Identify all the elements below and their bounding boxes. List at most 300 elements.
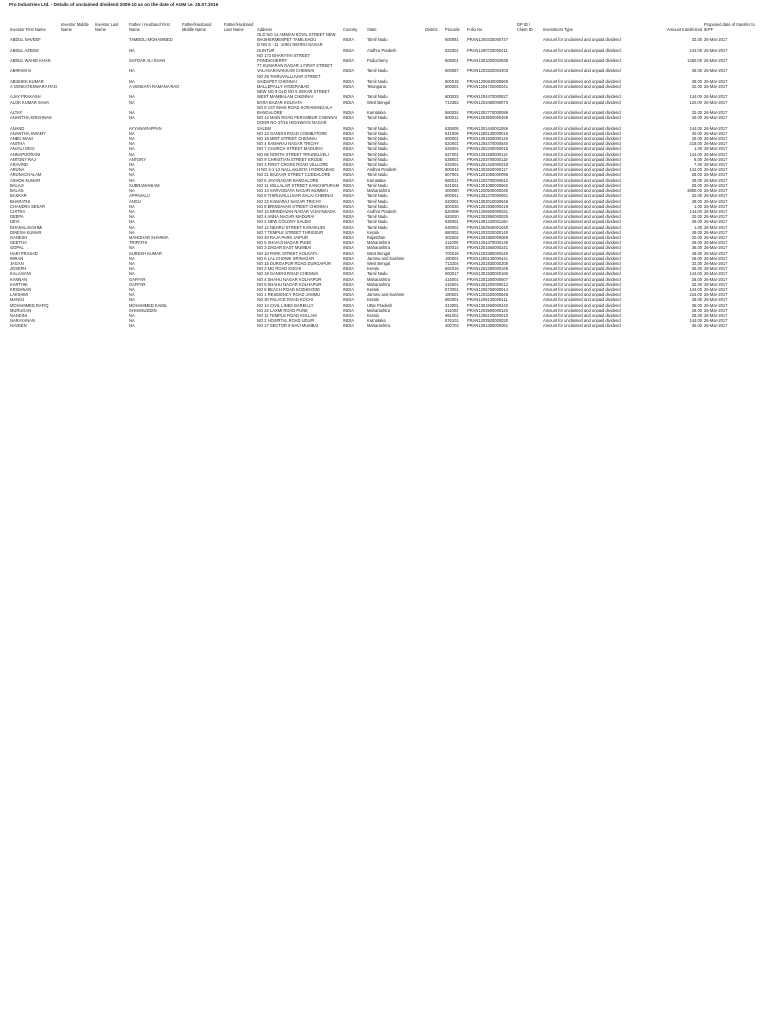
iepf-date-cell: 26-Mar-2017: [704, 214, 728, 220]
investor-middle-name-cell: [60, 89, 94, 99]
investor-first-name-cell: ANANTHA KRISHNAN: [10, 115, 52, 121]
country-cell: INDIA: [343, 292, 354, 298]
address-cell: NO 7 TEMPLE STREET THRISSUR: [257, 229, 324, 235]
investor-first-name-cell: ANTONY RAJ: [10, 156, 36, 162]
district-cell: [424, 120, 444, 130]
amount-cell: 1.00: [694, 224, 702, 230]
country-cell: INDIA: [343, 297, 354, 303]
state-cell: Tamil Nadu: [367, 130, 388, 136]
folio-cell: PRAN1301000002939: [467, 58, 508, 64]
amount-cell: 144.00: [689, 125, 702, 131]
investor-middle-name-cell: [60, 42, 94, 52]
address-cell: NO 9 CHRISTIAN STREET ERODE: [257, 156, 323, 162]
folio-cell: PRAN1203320004403: [467, 68, 508, 74]
pincode-cell: 522001: [445, 47, 459, 53]
unclaimed-dividend-table: [9, 14, 761, 329]
father-name-cell: NA: [129, 78, 135, 84]
state-cell: Tamil Nadu: [367, 224, 388, 230]
country-cell: INDIA: [343, 318, 354, 324]
amount-cell: 216.00: [689, 292, 702, 298]
folio-cell: PRAN1202290000169: [467, 266, 508, 272]
country-cell: INDIA: [343, 136, 354, 142]
iepf-date-cell: 26-Mar-2017: [704, 58, 728, 64]
column-header: District: [425, 26, 438, 32]
father-name-cell: NA: [129, 297, 135, 303]
pincode-cell: 625020: [445, 214, 459, 220]
address-cell: NO 2 MG ROAD KOCHI: [257, 266, 302, 272]
father-last-name-cell: [223, 120, 256, 130]
investment-type-cell: Amount for unclaimed and unpaid dividend: [543, 198, 621, 204]
investor-last-name-cell: [94, 89, 128, 99]
amount-cell: 144.00: [689, 167, 702, 173]
iepf-date-cell: 26-Mar-2017: [704, 198, 728, 204]
investor-first-name-cell: NANDINI: [10, 312, 27, 318]
iepf-date-cell: 26-Mar-2017: [704, 302, 728, 308]
amount-cell: 2880.00: [687, 188, 702, 194]
state-cell: West Bengal: [367, 260, 391, 266]
folio-cell: PRAN1301420000318: [467, 162, 508, 168]
folio-cell: PRAN1206130000441: [467, 255, 508, 261]
investment-type-cell: Amount for unclaimed and unpaid dividend: [543, 260, 621, 266]
dp-client-id-cell: [516, 53, 542, 63]
folio-cell: PRAN1204470000827: [467, 94, 508, 100]
folio-cell: PRAN1301490000061: [467, 323, 508, 329]
country-cell: INDIA: [343, 198, 354, 204]
amount-cell: 36.00: [691, 68, 702, 74]
pincode-cell: 600081: [445, 37, 459, 43]
table-row: [9, 120, 761, 130]
pincode-cell: 627001: [445, 151, 459, 157]
state-cell: Tamil Nadu: [367, 182, 388, 188]
folio-cell: PRAN1302010000948: [467, 198, 508, 204]
address-cell: H NO 2-1-12 NALLAKUNTA HYDERABAD: [257, 167, 335, 173]
country-cell: INDIA: [343, 240, 354, 246]
folio-cell: PRAN1205760000014: [467, 286, 508, 292]
state-cell: West Bengal: [367, 250, 391, 256]
column-header: Address: [257, 26, 273, 32]
folio-cell: PRAN1206500000031: [467, 208, 508, 214]
pincode-cell: 411005: [445, 240, 459, 246]
district-cell: [424, 89, 444, 99]
investment-type-cell: Amount for unclaimed and unpaid dividend: [543, 229, 621, 235]
country-cell: INDIA: [343, 68, 354, 74]
iepf-date-cell: 26-Mar-2017: [704, 177, 728, 183]
column-header: Investor Middle Name: [61, 21, 89, 32]
country-cell: INDIA: [343, 37, 354, 43]
address-cell: NO 4 SHAHU NAGAR KOLHAPUR: [257, 276, 322, 282]
pincode-cell: 607001: [445, 172, 459, 178]
pincode-cell: 605001: [445, 58, 459, 64]
father-middle-name-cell: [181, 42, 223, 52]
pincode-cell: 576101: [445, 318, 459, 324]
table-row: [9, 53, 761, 63]
state-cell: Maharashtra: [367, 245, 390, 251]
folio-cell: PRAN1203700000119: [467, 156, 508, 162]
investment-type-cell: Amount for unclaimed and unpaid dividend: [543, 234, 621, 240]
district-cell: [424, 42, 444, 52]
investment-type-cell: Amount for unclaimed and unpaid dividend: [543, 188, 621, 194]
father-name-cell: NA: [129, 99, 135, 105]
investment-type-cell: Amount for unclaimed and unpaid dividend: [543, 245, 621, 251]
investment-type-cell: Amount for unclaimed and unpaid dividend: [543, 146, 621, 152]
column-header: Father/Husband Last Name: [224, 21, 254, 32]
father-middle-name-cell: [181, 120, 223, 130]
country-cell: INDIA: [343, 84, 354, 90]
investor-first-name-cell: MURUGAN: [10, 307, 32, 313]
investor-first-name-cell: CHITRA: [10, 208, 26, 214]
investor-first-name-cell: IMRAN: [10, 255, 24, 261]
country-cell: INDIA: [343, 234, 354, 240]
father-name-cell: NA: [129, 172, 135, 178]
investor-first-name-cell: BALAJI: [10, 182, 24, 188]
iepf-date-cell: 26-Mar-2017: [704, 47, 728, 53]
address-cell: NO 10 PARK STREET KOLKATA: [257, 250, 318, 256]
father-name-cell: NA: [129, 219, 135, 225]
country-cell: INDIA: [343, 115, 354, 121]
father-name-cell: TRIPATHI: [129, 240, 148, 246]
folio-cell: PRAN1301200000607: [467, 276, 508, 282]
father-name-cell: NA: [129, 245, 135, 251]
address-cell: NO 16 BRINDAVAN NAGAR VIJAYAWADA: [257, 208, 336, 214]
father-last-name-cell: [223, 42, 256, 52]
iepf-date-cell: 26-Mar-2017: [704, 188, 728, 194]
pincode-cell: 600026: [445, 203, 459, 209]
iepf-date-cell: 26-Mar-2017: [704, 156, 728, 162]
country-cell: INDIA: [343, 229, 354, 235]
investor-first-name-cell: AJAY PRAKASH: [10, 94, 41, 100]
country-cell: INDIA: [343, 312, 354, 318]
state-cell: Tamil Nadu: [367, 141, 388, 147]
address-cell: NO 1 RESIDENCY ROAD JAMMU: [257, 292, 321, 298]
investor-first-name-cell: ANNAPOORANI: [10, 151, 41, 157]
investor-first-name-cell: A VENKATESWARA RAO: [10, 84, 58, 90]
investor-first-name-cell: ABIRAMI N: [10, 68, 31, 74]
amount-cell: 28.00: [691, 219, 702, 225]
investor-first-name-cell: ARUNACHALAM: [10, 172, 42, 178]
investor-first-name-cell: DEEPA: [10, 214, 24, 220]
pincode-cell: 560011: [445, 177, 459, 183]
address-cell: NO 4 ANNA NAGAR MADURAI: [257, 214, 315, 220]
father-middle-name-cell: [181, 32, 223, 42]
investment-type-cell: Amount for unclaimed and unpaid dividend: [543, 281, 621, 287]
investment-type-cell: Amount for unclaimed and unpaid dividend: [543, 214, 621, 220]
father-last-name-cell: [223, 89, 256, 99]
investor-first-name-cell: ANAND: [10, 125, 25, 131]
state-cell: Maharashtra: [367, 240, 390, 246]
pincode-cell: 641006: [445, 130, 459, 136]
state-cell: Karnataka: [367, 318, 386, 324]
father-name-cell: NA: [129, 229, 135, 235]
address-cell: NO 2 NEW COLONY SALEM: [257, 219, 311, 225]
investment-type-cell: Amount for unclaimed and unpaid dividend: [543, 276, 621, 282]
state-cell: Tamil Nadu: [367, 94, 388, 100]
table-row: [9, 323, 761, 328]
investor-first-name-cell: GANESH: [10, 234, 28, 240]
folio-cell: PRAN1203900000120: [467, 307, 508, 313]
amount-cell: 32.00: [691, 234, 702, 240]
state-cell: Kerala: [367, 266, 379, 272]
investment-type-cell: Amount for unclaimed and unpaid dividend: [543, 323, 621, 329]
amount-cell: 32.00: [691, 110, 702, 116]
investor-middle-name-cell: [60, 105, 94, 115]
investment-type-cell: Amount for unclaimed and unpaid dividend: [543, 151, 621, 157]
address-cell: NO 14 SARVODAYA NAGAR MUMBAI: [257, 188, 328, 194]
amount-cell: 28.00: [691, 312, 702, 318]
iepf-date-cell: 26-Mar-2017: [704, 255, 728, 261]
country-cell: INDIA: [343, 151, 354, 157]
folio-cell: PRAN1200720000411: [467, 47, 508, 53]
iepf-date-cell: 26-Mar-2017: [704, 151, 728, 157]
dp-client-id-cell: [516, 63, 542, 73]
pincode-cell: 180001: [445, 292, 459, 298]
folio-cell: PRAN1302340000015: [467, 146, 508, 152]
investment-type-cell: Amount for unclaimed and unpaid dividend: [543, 110, 621, 116]
investor-last-name-cell: [94, 32, 128, 42]
folio-cell: PRAN1203700000612: [467, 177, 508, 183]
table-body: [9, 32, 761, 329]
iepf-date-cell: 26-Mar-2017: [704, 229, 728, 235]
father-middle-name-cell: [181, 323, 223, 328]
address-cell: NO 4 KAMARAJ NAGAR TRICHY: [257, 141, 320, 147]
amount-cell: 144.00: [689, 151, 702, 157]
amount-cell: 36.00: [691, 323, 702, 329]
address-cell: NO 22 KAMARAJ NAGAR TRICHY: [257, 198, 322, 204]
folio-cell: PRAN1301470000061: [467, 193, 508, 199]
father-name-cell: NA: [129, 292, 135, 298]
address-cell: OLD NO 14 AMMAN KOVIL STREET NEW WASHERMENPET TAMILNADU: [257, 32, 336, 43]
folio-cell: PRAN1301930000120: [467, 136, 508, 142]
amount-cell: 40.00: [691, 115, 702, 121]
investor-first-name-cell: ABDUL AZEEM: [10, 47, 39, 53]
investor-first-name-cell: ASHOK KUMAR: [10, 177, 41, 183]
dp-client-id-cell: [516, 105, 542, 115]
folio-cell: PRAN1205940000569: [467, 78, 508, 84]
pincode-cell: 680001: [445, 229, 459, 235]
father-name-cell: NA: [129, 286, 135, 292]
district-cell: [424, 32, 444, 42]
father-name-cell: ANTONY: [129, 156, 146, 162]
folio-cell: PRAN1301930000418: [467, 203, 508, 209]
investor-first-name-cell: JAGAN: [10, 260, 24, 266]
country-cell: INDIA: [343, 245, 354, 251]
iepf-date-cell: 26-Mar-2017: [704, 234, 728, 240]
investor-middle-name-cell: [60, 32, 94, 42]
folio-cell: PRAN1203320000140: [467, 229, 508, 235]
address-cell: NO 21 BAZAAR STREET CUDDALORE: [257, 172, 331, 178]
investor-last-name-cell: [94, 120, 128, 130]
investor-middle-name-cell: [60, 53, 94, 63]
iepf-date-cell: 26-Mar-2017: [704, 115, 728, 121]
address-cell: NO 22 LAXMI ROAD PUNE: [257, 307, 308, 313]
father-name-cell: NA: [129, 115, 135, 121]
pincode-cell: 243001: [445, 302, 459, 308]
pincode-cell: 636001: [445, 219, 459, 225]
investment-type-cell: Amount for unclaimed and unpaid dividend: [543, 130, 621, 136]
column-header: Father/Husband Middle Name: [182, 21, 212, 32]
state-cell: Puducherry: [367, 58, 388, 64]
amount-cell: 28.00: [691, 182, 702, 188]
country-cell: INDIA: [343, 250, 354, 256]
investment-type-cell: Amount for unclaimed and unpaid dividend: [543, 203, 621, 209]
investment-type-cell: Amount for unclaimed and unpaid dividend: [543, 68, 621, 74]
address-cell: NO 14 MAIN ROAD PERAMBUR CHENNAI: [257, 115, 338, 121]
iepf-date-cell: 26-Mar-2017: [704, 141, 728, 147]
iepf-date-cell: 26-Mar-2017: [704, 203, 728, 209]
column-header: State: [367, 26, 377, 32]
investment-type-cell: Amount for unclaimed and unpaid dividend: [543, 208, 621, 214]
investor-last-name-cell: [94, 323, 128, 328]
state-cell: West Bengal: [367, 99, 391, 105]
address-cell: NO 17 SECTOR 9 NAVI MUMBAI: [257, 323, 319, 329]
country-cell: INDIA: [343, 271, 354, 277]
address-cell: BARA BAZAR KOLKATA: [257, 99, 303, 105]
amount-cell: 216.00: [689, 141, 702, 147]
state-cell: Tamil Nadu: [367, 146, 388, 152]
country-cell: INDIA: [343, 125, 354, 131]
father-name-cell: NA: [129, 146, 135, 152]
pincode-cell: 620001: [445, 141, 459, 147]
country-cell: INDIA: [343, 214, 354, 220]
state-cell: Jammu and Kashmir: [367, 292, 405, 298]
investor-last-name-cell: [94, 74, 128, 84]
address-cell: NO 12 NEHRU STREET KARAIKUDI: [257, 224, 325, 230]
father-last-name-cell: [223, 323, 256, 328]
iepf-date-cell: 26-Mar-2017: [704, 276, 728, 282]
country-cell: INDIA: [343, 167, 354, 173]
address-cell: NO 8 BRINDAVAN STREET CHENNAI: [257, 203, 328, 209]
column-header: Investor Last Name: [95, 21, 119, 32]
table-row: [9, 42, 761, 52]
pincode-cell: 560034: [445, 110, 459, 116]
country-cell: INDIA: [343, 281, 354, 287]
investor-last-name-cell: [94, 105, 128, 115]
country-cell: INDIA: [343, 203, 354, 209]
pincode-cell: 500001: [445, 84, 459, 90]
amount-cell: 48.00: [691, 250, 702, 256]
dp-client-id-cell: [516, 120, 542, 130]
iepf-date-cell: 26-Mar-2017: [704, 193, 728, 199]
table-row: [9, 89, 761, 99]
investment-type-cell: Amount for unclaimed and unpaid dividend: [543, 240, 621, 246]
pincode-cell: 620001: [445, 198, 459, 204]
state-cell: Tamil Nadu: [367, 115, 388, 121]
iepf-date-cell: 26-Mar-2017: [704, 219, 728, 225]
father-name-cell: NA: [129, 162, 135, 168]
investment-type-cell: Amount for unclaimed and unpaid dividend: [543, 307, 621, 313]
investment-type-cell: Amount for unclaimed and unpaid dividend: [543, 78, 621, 84]
father-last-name-cell: [223, 53, 256, 63]
address-cell: D NO 6 - 11 -109/1 NEHRU NAGAR GUNTUR: [257, 42, 323, 53]
folio-cell: PRAN1203500000469: [467, 115, 508, 121]
folio-cell: PRAN1200940000030: [467, 188, 508, 194]
amount-cell: 32.00: [691, 37, 702, 43]
father-name-cell: SUBRAMANIAM: [129, 182, 160, 188]
investor-first-name-cell: ANJALI DEVI: [10, 146, 35, 152]
state-cell: Kerala: [367, 297, 379, 303]
address-cell: NO 8 1ST MAIN ROAD KORAMANGALA BANGALORE: [257, 104, 332, 116]
iepf-date-cell: 26-Mar-2017: [704, 260, 728, 266]
pincode-cell: 625001: [445, 146, 459, 152]
amount-cell: 40.00: [691, 130, 702, 136]
address-cell: NO 5 SHIVAJI NAGAR PUNE: [257, 240, 312, 246]
investor-first-name-cell: DINESH KUMAR: [10, 229, 42, 235]
investment-type-cell: Amount for unclaimed and unpaid dividend: [543, 141, 621, 147]
iepf-date-cell: 26-Mar-2017: [704, 224, 728, 230]
country-cell: INDIA: [343, 172, 354, 178]
father-name-cell: TAMBOLI MOHAMMED: [129, 37, 173, 43]
iepf-date-cell: 26-Mar-2017: [704, 146, 728, 152]
country-cell: INDIA: [343, 130, 354, 136]
father-name-cell: NA: [129, 203, 135, 209]
investment-type-cell: Amount for unclaimed and unpaid dividend: [543, 136, 621, 142]
state-cell: Tamil Nadu: [367, 68, 388, 74]
amount-cell: 28.00: [691, 177, 702, 183]
pincode-cell: 400703: [445, 323, 459, 329]
country-cell: INDIA: [343, 47, 354, 53]
country-cell: INDIA: [343, 224, 354, 230]
dp-client-id-cell: [516, 323, 542, 328]
address-cell: NO 5 JAYANAGAR BANGALORE: [257, 177, 319, 183]
dp-client-id-cell: [516, 74, 542, 84]
folio-cell: PRAN1301560000241: [467, 245, 508, 251]
folio-cell: PRAN1301080000562: [467, 182, 508, 188]
pincode-cell: 411002: [445, 307, 459, 313]
father-name-cell: GAFFAR: [129, 281, 146, 287]
investment-type-cell: Amount for unclaimed and unpaid dividend: [543, 292, 621, 298]
pincode-cell: 682001: [445, 297, 459, 303]
country-cell: INDIA: [343, 266, 354, 272]
pincode-cell: 691001: [445, 312, 459, 318]
address-cell: NO 173 BHARATHI STREET PONDICHERRY: [257, 52, 310, 64]
amount-cell: 28.00: [691, 78, 702, 84]
country-cell: INDIA: [343, 141, 354, 147]
folio-cell: PRAN1206130000411: [467, 297, 508, 303]
amount-cell: 28.00: [691, 297, 702, 303]
country-cell: INDIA: [343, 219, 354, 225]
iepf-date-cell: 26-Mar-2017: [704, 99, 728, 105]
investor-first-name-cell: KALAIVANI: [10, 271, 31, 277]
state-cell: Andhra Pradesh: [367, 167, 397, 173]
folio-cell: PRAN1302860000025: [467, 214, 508, 220]
state-cell: Tamil Nadu: [367, 219, 388, 225]
state-cell: Andhra Pradesh: [367, 47, 397, 53]
amount-cell: 9.00: [694, 156, 702, 162]
investment-type-cell: Amount for unclaimed and unpaid dividend: [543, 266, 621, 272]
amount-cell: 144.00: [689, 286, 702, 292]
pincode-cell: 713204: [445, 260, 459, 266]
address-cell: NEW NO 9 OLD NO 5 SEKAR STREET WEST MAMBALAM CHENNAI: [257, 89, 330, 100]
investment-type-cell: Amount for unclaimed and unpaid dividend: [543, 84, 621, 90]
father-name-cell: MANOHAR SHARMA: [129, 234, 169, 240]
country-cell: INDIA: [343, 99, 354, 105]
country-cell: INDIA: [343, 58, 354, 64]
pincode-cell: 416001: [445, 281, 459, 287]
father-name-cell: SAFDAR ALI KHAN: [129, 58, 166, 64]
address-cell: NO 12 GANDHI ROAD COIMBATORE: [257, 130, 328, 136]
amount-cell: 144.00: [689, 271, 702, 277]
state-cell: Tamil Nadu: [367, 125, 388, 131]
column-header: Investor First Name: [10, 26, 46, 32]
pincode-cell: 600011: [445, 115, 459, 121]
father-name-cell: NA: [129, 255, 135, 261]
address-cell: 77 KUMARAN NAGAR 1 FIRST STREET VALASARAVAKKAM CHENNAI: [257, 63, 333, 74]
address-cell: NO 7 CHURCH STREET MADURAI: [257, 146, 323, 152]
investor-last-name-cell: [94, 63, 128, 73]
father-name-cell: NA: [129, 177, 135, 183]
investment-type-cell: Amount for unclaimed and unpaid dividend: [543, 115, 621, 121]
folio-cell: PRAN1303940001045: [467, 224, 508, 230]
state-cell: Tamil Nadu: [367, 156, 388, 162]
